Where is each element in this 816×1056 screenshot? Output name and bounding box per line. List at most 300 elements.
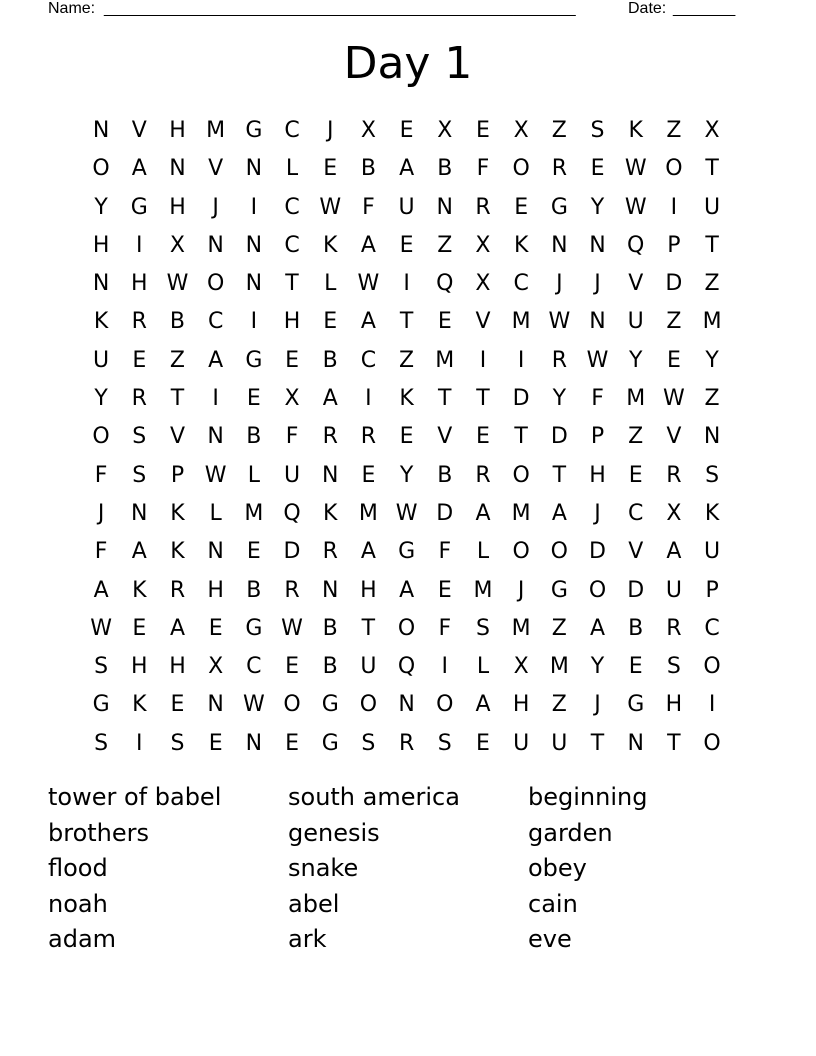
- grid-letter: N: [245, 232, 263, 258]
- grid-letter: J: [212, 194, 219, 220]
- grid-letter: K: [323, 500, 338, 526]
- grid-letter: A: [131, 156, 147, 182]
- grid-letter: C: [246, 654, 262, 680]
- grid-letter: V: [437, 424, 453, 450]
- grid-letter: F: [438, 615, 452, 641]
- grid-letter: B: [169, 309, 186, 335]
- grid-letter: C: [628, 500, 644, 526]
- grid-letter: O: [436, 692, 454, 718]
- word-bank-item: tower of babel: [48, 783, 222, 811]
- grid-letter: Z: [169, 347, 185, 373]
- grid-letter: U: [704, 194, 721, 220]
- grid-letter: D: [283, 539, 301, 565]
- grid-letter: E: [323, 156, 338, 182]
- grid-letter: O: [206, 271, 225, 297]
- grid-letter: R: [475, 194, 491, 220]
- grid-letter: Y: [552, 386, 567, 412]
- grid-letter: C: [284, 118, 300, 143]
- grid-letter: Z: [666, 309, 682, 335]
- grid-letter: W: [166, 271, 189, 297]
- word-bank-item: brothers: [48, 818, 150, 847]
- grid-letter: N: [321, 462, 339, 488]
- word-bank-item: genesis: [288, 818, 380, 847]
- word-bank-item: flood: [48, 854, 108, 882]
- grid-letter: U: [551, 730, 568, 756]
- grid-letter: S: [94, 730, 109, 756]
- grid-letter: O: [665, 156, 683, 182]
- grid-letter: K: [704, 500, 720, 526]
- grid-letter: M: [511, 309, 531, 335]
- grid-letter: M: [473, 577, 493, 603]
- grid-letter: E: [361, 462, 376, 488]
- grid-letter: E: [285, 730, 299, 756]
- grid-letter: V: [628, 539, 644, 565]
- grid-letter: H: [207, 577, 224, 603]
- grid-letter: E: [285, 654, 299, 680]
- grid-letter: J: [594, 271, 601, 297]
- grid-letter: N: [551, 232, 568, 258]
- grid-letter: B: [437, 156, 453, 182]
- grid-letter: W: [624, 194, 647, 220]
- grid-letter: V: [666, 424, 682, 450]
- grid-letter: U: [704, 539, 721, 565]
- grid-letter: U: [665, 577, 682, 603]
- grid-letter: T: [476, 386, 490, 412]
- grid-letter: W: [319, 194, 342, 220]
- grid-letter: F: [94, 539, 108, 565]
- grid-letter: N: [92, 271, 110, 297]
- grid-letter: R: [322, 424, 338, 450]
- grid-letter: R: [551, 347, 567, 373]
- grid-letter: M: [511, 500, 531, 526]
- grid-letter: K: [170, 539, 185, 565]
- grid-letter: Q: [436, 271, 454, 297]
- grid-letter: J: [594, 500, 601, 526]
- grid-letter: L: [476, 654, 490, 680]
- grid-letter: E: [666, 347, 681, 373]
- grid-letter: R: [360, 424, 377, 450]
- grid-letter: F: [438, 539, 452, 565]
- grid-letter: S: [705, 462, 720, 488]
- grid-letter: Y: [705, 347, 719, 373]
- grid-letter: I: [250, 194, 258, 220]
- grid-letter: F: [94, 462, 108, 488]
- grid-letter: N: [627, 730, 644, 756]
- grid-letter: H: [589, 462, 606, 488]
- grid-letter: E: [628, 654, 643, 680]
- grid-letter: O: [397, 615, 416, 641]
- grid-letter: L: [476, 539, 490, 565]
- grid-letter: D: [436, 500, 454, 526]
- grid-letter: D: [665, 271, 683, 297]
- grid-letter: F: [591, 386, 604, 412]
- grid-letter: G: [245, 347, 263, 373]
- grid-letter: U: [627, 309, 644, 335]
- word-bank-item: south america: [288, 783, 460, 811]
- grid-letter: E: [208, 730, 223, 756]
- page-title: Day 1: [343, 38, 473, 89]
- grid-letter: P: [170, 462, 185, 488]
- grid-letter: E: [132, 347, 147, 373]
- grid-letter: L: [209, 500, 222, 526]
- grid-letter: I: [670, 194, 678, 220]
- grid-letter: H: [283, 309, 301, 335]
- grid-letter: W: [395, 500, 418, 526]
- grid-letter: Z: [551, 692, 567, 718]
- grid-letter: T: [514, 424, 528, 450]
- grid-letter: A: [169, 615, 185, 641]
- grid-letter: F: [362, 194, 375, 220]
- grid-letter: O: [703, 654, 721, 680]
- grid-letter: V: [131, 118, 147, 143]
- word-bank-item: eve: [528, 925, 572, 953]
- grid-letter: C: [284, 232, 300, 258]
- grid-letter: M: [626, 386, 646, 412]
- word-bank-item: noah: [48, 889, 108, 918]
- grid-letter: X: [437, 118, 453, 143]
- grid-letter: E: [590, 156, 605, 182]
- grid-letter: G: [321, 692, 339, 718]
- grid-letter: H: [169, 654, 186, 680]
- grid-letter: O: [512, 462, 530, 488]
- grid-letter: K: [93, 309, 109, 335]
- grid-letter: X: [169, 232, 185, 258]
- grid-letter: A: [590, 615, 606, 641]
- grid-letter: U: [283, 462, 301, 488]
- grid-letter: T: [438, 386, 452, 412]
- grid-letter: T: [590, 730, 605, 756]
- grid-letter: V: [475, 309, 491, 335]
- grid-letter: P: [705, 577, 719, 603]
- grid-letter: Y: [399, 462, 414, 488]
- grid-letter: H: [512, 692, 530, 718]
- grid-letter: Q: [397, 654, 416, 680]
- grid-letter: E: [514, 194, 529, 220]
- grid-letter: N: [131, 500, 148, 526]
- grid-letter: M: [435, 347, 455, 373]
- grid-letter: B: [628, 615, 644, 641]
- grid-letter: G: [130, 194, 148, 220]
- grid-letter: I: [708, 692, 716, 718]
- grid-letter: X: [208, 654, 224, 680]
- grid-letter: J: [326, 118, 334, 143]
- grid-letter: S: [361, 730, 376, 756]
- word-bank-item: garden: [528, 818, 613, 847]
- grid-letter: O: [512, 539, 530, 565]
- grid-letter: N: [398, 692, 415, 718]
- grid-letter: E: [476, 118, 490, 143]
- grid-letter: K: [399, 386, 414, 412]
- grid-letter: N: [589, 232, 606, 258]
- grid-letter: N: [589, 309, 606, 335]
- grid-letter: U: [513, 730, 530, 756]
- grid-letter: T: [705, 232, 719, 258]
- grid-letter: E: [132, 615, 147, 641]
- grid-letter: T: [552, 462, 567, 488]
- grid-letter: S: [132, 424, 147, 450]
- grid-letter: Y: [628, 347, 643, 373]
- grid-letter: X: [475, 232, 491, 258]
- grid-letter: H: [92, 232, 110, 258]
- grid-letter: T: [285, 271, 299, 297]
- grid-letter: D: [627, 577, 645, 603]
- grid-letter: N: [207, 692, 224, 718]
- grid-letter: E: [285, 347, 299, 373]
- grid-letter: Q: [627, 232, 645, 258]
- word-bank-item: cain: [528, 889, 578, 918]
- grid-letter: R: [398, 730, 415, 756]
- grid-letter: E: [246, 539, 261, 565]
- grid-letter: R: [131, 386, 147, 412]
- grid-letter: M: [244, 500, 264, 526]
- grid-letter: A: [360, 309, 376, 335]
- grid-letter: R: [322, 539, 338, 565]
- grid-letter: R: [131, 309, 147, 335]
- grid-letter: E: [476, 730, 490, 756]
- grid-letter: V: [208, 156, 224, 182]
- grid-letter: X: [513, 654, 529, 680]
- word-bank-item: ark: [288, 925, 327, 953]
- grid-letter: I: [403, 271, 410, 297]
- grid-letter: N: [703, 424, 721, 450]
- grid-letter: K: [323, 232, 338, 258]
- grid-letter: T: [705, 156, 719, 182]
- word-bank: [48, 780, 768, 958]
- grid-letter: D: [512, 386, 530, 412]
- grid-letter: K: [170, 500, 185, 526]
- grid-letter: A: [399, 156, 415, 182]
- grid-letter: M: [511, 615, 531, 641]
- grid-letter: X: [704, 118, 720, 143]
- grid-letter: H: [169, 118, 186, 143]
- name-blank-line: _____________________________________________________: [104, 0, 576, 17]
- grid-letter: I: [479, 347, 487, 373]
- grid-letter: X: [284, 386, 300, 412]
- grid-letter: D: [589, 539, 606, 565]
- grid-letter: O: [359, 692, 378, 718]
- grid-letter: X: [666, 500, 682, 526]
- grid-letter: N: [92, 118, 110, 143]
- grid-letter: R: [169, 577, 186, 603]
- grid-letter: S: [132, 462, 147, 488]
- grid-letter: S: [437, 730, 452, 756]
- grid-letter: G: [627, 692, 645, 718]
- grid-letter: J: [517, 577, 525, 603]
- grid-letter: L: [285, 156, 299, 182]
- grid-letter: T: [399, 309, 414, 335]
- grid-letter: O: [283, 692, 301, 718]
- grid-letter: A: [131, 539, 147, 565]
- grid-letter: B: [437, 462, 453, 488]
- grid-letter: I: [136, 730, 143, 756]
- grid-letter: E: [476, 424, 490, 450]
- grid-letter: A: [551, 500, 567, 526]
- grid-letter: C: [704, 615, 720, 641]
- grid-letter: I: [250, 309, 258, 335]
- grid-letter: A: [666, 539, 682, 565]
- grid-letter: A: [322, 386, 338, 412]
- grid-letter: R: [475, 462, 491, 488]
- grid-letter: Z: [704, 386, 720, 412]
- grid-letter: A: [475, 692, 491, 718]
- grid-letter: G: [245, 118, 263, 143]
- grid-letter: S: [94, 654, 109, 680]
- date-label: Date:: [628, 0, 667, 17]
- grid-letter: G: [398, 539, 416, 565]
- grid-letter: E: [246, 386, 261, 412]
- grid-letter: A: [208, 347, 224, 373]
- grid-letter: H: [360, 577, 377, 603]
- grid-letter: N: [245, 730, 263, 756]
- grid-letter: Y: [590, 194, 605, 220]
- grid-letter: P: [667, 232, 681, 258]
- grid-letter: B: [246, 577, 262, 603]
- grid-letter: L: [247, 462, 260, 488]
- grid-letter: D: [550, 424, 568, 450]
- grid-letter: B: [360, 156, 376, 182]
- grid-letter: A: [475, 500, 491, 526]
- grid-letter: X: [513, 118, 529, 143]
- grid-letter: E: [323, 309, 338, 335]
- grid-letter: W: [624, 156, 647, 182]
- grid-letter: E: [208, 615, 223, 641]
- grid-letter: G: [321, 730, 339, 756]
- grid-letter: R: [284, 577, 300, 603]
- grid-letter: T: [361, 615, 376, 641]
- grid-letter: H: [131, 654, 148, 680]
- grid-letter: Y: [94, 194, 108, 220]
- grid-letter: O: [588, 577, 607, 603]
- grid-letter: B: [322, 347, 338, 373]
- grid-letter: G: [550, 194, 568, 220]
- grid-letter: C: [360, 347, 377, 373]
- grid-letter: S: [475, 615, 490, 641]
- name-label: Name:: [48, 0, 96, 17]
- grid-letter: K: [132, 692, 147, 718]
- grid-letter: I: [212, 386, 219, 412]
- grid-letter: W: [357, 271, 380, 297]
- grid-letter: F: [285, 424, 299, 450]
- grid-letter: E: [628, 462, 643, 488]
- grid-letter: Z: [704, 271, 720, 297]
- grid-letter: Y: [590, 654, 605, 680]
- grid-letter: I: [517, 347, 525, 373]
- grid-letter: C: [284, 194, 300, 220]
- grid-letter: Z: [666, 118, 682, 143]
- grid-letter: Q: [283, 500, 301, 526]
- grid-letter: B: [322, 654, 338, 680]
- word-bank-item: obey: [528, 854, 587, 882]
- grid-letter: W: [548, 309, 571, 335]
- word-bank-item: adam: [48, 925, 117, 953]
- grid-letter: J: [594, 692, 601, 718]
- grid-letter: G: [245, 615, 263, 641]
- grid-letter: N: [245, 156, 263, 182]
- grid-letter: E: [170, 692, 185, 718]
- grid-letter: M: [206, 118, 226, 143]
- grid-letter: R: [551, 156, 567, 182]
- grid-letter: N: [207, 424, 224, 450]
- grid-letter: W: [204, 462, 227, 488]
- grid-letter: E: [437, 309, 452, 335]
- grid-letter: T: [170, 386, 185, 412]
- word-bank-item: snake: [288, 854, 359, 882]
- grid-letter: O: [92, 424, 110, 450]
- grid-letter: A: [93, 577, 109, 603]
- grid-letter: W: [281, 615, 303, 641]
- grid-letter: Z: [628, 424, 644, 450]
- word-search-grid: [82, 112, 731, 763]
- grid-letter: X: [475, 271, 491, 297]
- grid-letter: B: [246, 424, 262, 450]
- grid-letter: G: [550, 577, 568, 603]
- grid-letter: N: [321, 577, 339, 603]
- grid-letter: I: [136, 232, 143, 258]
- grid-letter: A: [360, 539, 376, 565]
- grid-letter: K: [132, 577, 147, 603]
- grid-letter: G: [92, 692, 110, 718]
- grid-letter: J: [556, 271, 563, 297]
- grid-letter: N: [207, 232, 224, 258]
- grid-letter: E: [399, 424, 414, 450]
- grid-letter: O: [550, 539, 568, 565]
- grid-letter: Z: [551, 615, 567, 641]
- grid-letter: Y: [94, 386, 108, 412]
- grid-letter: Z: [437, 232, 453, 258]
- grid-letter: W: [586, 347, 609, 373]
- word-bank-item: beginning: [528, 783, 648, 811]
- grid-letter: K: [513, 232, 529, 258]
- grid-letter: S: [590, 118, 605, 143]
- grid-letter: N: [207, 539, 224, 565]
- grid-letter: Z: [551, 118, 567, 143]
- grid-letter: U: [360, 654, 377, 680]
- grid-letter: N: [436, 194, 454, 220]
- worksheet-header: [48, 0, 748, 20]
- word-bank-item: abel: [288, 889, 340, 918]
- grid-letter: A: [360, 232, 376, 258]
- grid-letter: L: [324, 271, 337, 297]
- grid-letter: W: [663, 386, 685, 412]
- grid-letter: T: [667, 730, 681, 756]
- grid-letter: U: [398, 194, 415, 220]
- grid-letter: O: [92, 156, 110, 182]
- grid-letter: M: [358, 500, 378, 526]
- grid-letter: V: [628, 271, 644, 297]
- grid-letter: M: [549, 654, 569, 680]
- date-blank-line: _______: [673, 0, 736, 17]
- grid-letter: N: [245, 271, 263, 297]
- grid-letter: P: [590, 424, 605, 450]
- grid-letter: Z: [399, 347, 415, 373]
- grid-letter: N: [169, 156, 186, 182]
- grid-letter: K: [628, 118, 643, 143]
- grid-letter: S: [170, 730, 185, 756]
- grid-letter: H: [131, 271, 148, 297]
- grid-letter: W: [242, 692, 265, 718]
- grid-letter: I: [365, 386, 372, 412]
- grid-letter: H: [169, 194, 186, 220]
- grid-letter: J: [97, 500, 105, 526]
- grid-letter: E: [399, 232, 414, 258]
- grid-letter: M: [702, 309, 722, 335]
- grid-letter: W: [90, 615, 112, 641]
- grid-letter: R: [666, 462, 682, 488]
- grid-letter: R: [666, 615, 682, 641]
- grid-letter: I: [441, 654, 449, 680]
- grid-letter: O: [512, 156, 530, 182]
- grid-letter: X: [360, 118, 376, 143]
